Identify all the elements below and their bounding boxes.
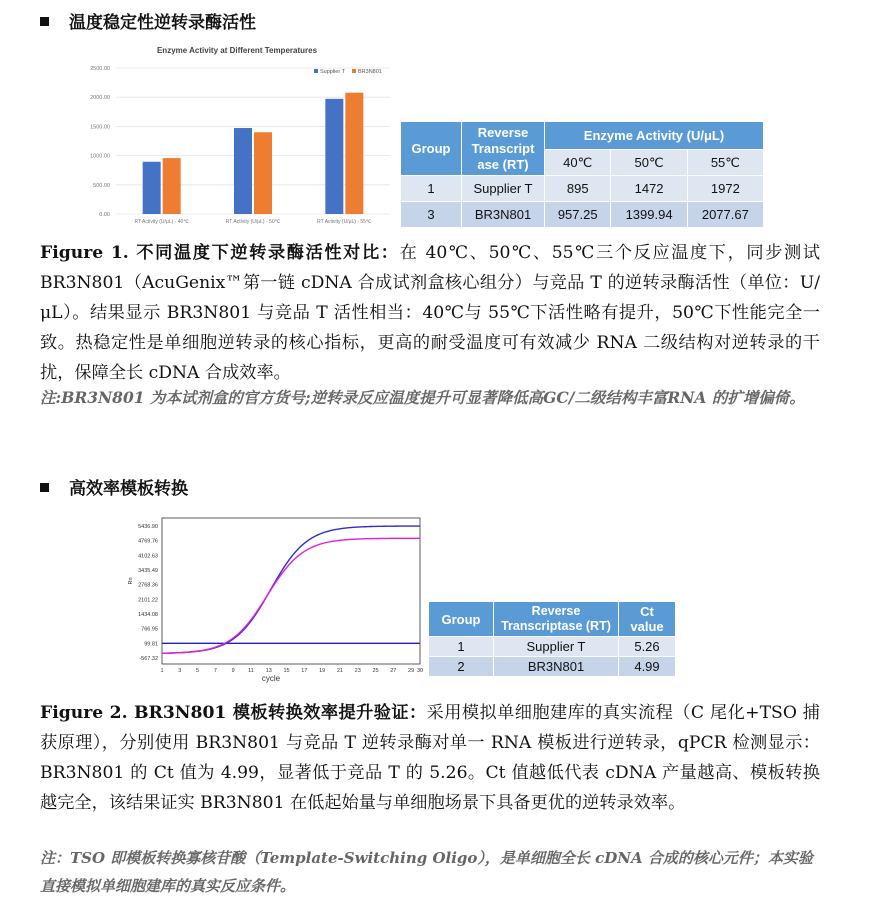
cell-50c: 1472 [611,176,687,202]
header-rt: Reverse Transcript ase (RT) [462,122,545,176]
bar [234,128,252,214]
figure1-text: 在 40℃、50℃、55℃三个反应温度下，同步测试 BR3N801（AcuGenix™第一链 cDNA 合成试剂盒核心组分）与竞品 T 的逆转录酶活性（单位：U/μL）。结果显示 BR3N801 与竞品 T 活性相当：40℃与 55℃下活性略有提升，50℃下性能完全一致。热稳定性是单细胞逆转录的核心指标，更高的耐受温度可有效减少 RNA 二级结构对逆转录的干扰，保障全长 cDNA 合成效率。 [40,243,820,383]
chart-title: Enzyme Activity at Different Temperatures [156,46,318,55]
x-tick-label: 11 [248,668,254,674]
legend-swatch [352,69,356,73]
y-tick-label: 766.95 [141,626,158,633]
y-tick-label: 1434.08 [138,612,158,619]
cell-40c: 895 [545,176,611,202]
x-tick-label: 9 [231,668,235,674]
y-tick-label: 2500.00 [90,66,110,72]
figure2-label: Figure 2. BR3N801 模板转换效率提升验证： [40,703,427,723]
figure1-label: Figure 1. 不同温度下逆转录酶活性对比： [40,243,400,263]
x-tick-label: 23 [354,668,361,674]
figure2-note: 注：TSO 即模板转换寡核苷酸（Template-Switching Oligo），是单细胞全长 cDNA 合成的核心元件；本实验直接模拟单细胞建库的真实反应条件。 [40,849,813,895]
x-tick-label: 13 [265,668,272,674]
table-row [429,657,676,677]
y-tick-label: 5436.90 [138,524,158,530]
y-tick-label: 99.81 [144,641,158,648]
y-tick-label: 4769.76 [138,538,158,545]
section-heading-1 [40,8,256,33]
bar [163,158,181,214]
x-tick-label: 19 [319,668,326,674]
x-tick-label: 5 [196,668,200,674]
enzyme-activity-table [400,121,764,228]
bar [143,162,161,214]
header-enzyme-activity: Enzyme Activity (U/μL) [545,122,764,150]
table-row [429,637,676,657]
legend-swatch [314,69,318,73]
x-tick-label: 7 [213,668,217,674]
ct-value-table [428,601,676,677]
legend-label: BR3N801 [358,69,382,75]
x-tick-label: RT Activity (U/μL) - 55℃ [317,219,372,225]
cell-rt: BR3N801 [462,202,545,228]
cell-rt: Supplier T [494,637,619,657]
figure2-text: 采用模拟单细胞建库的真实流程（C 尾化+TSO 捕获原理），分别使用 BR3N801 与竞品 T 逆转录酶对单一 RNA 模板进行逆转录，qPCR 检测显示：BR3N801 的 Ct 值为 4.99，显著低于竞品 T 的 5.26。Ct 值越低代表 cDNA 产量越高、模板转换越完全，该结果证实 BR3N801 在低起始量与单细胞场景下具备更优的逆转录效率。 [40,703,820,813]
header-50c: 50℃ [611,150,687,176]
cell-40c: 957.25 [545,202,611,228]
plot-frame [162,518,420,664]
bar-chart-svg [76,38,398,234]
y-tick-label: 2101.22 [138,597,158,604]
x-tick-label: 25 [372,668,379,674]
y-tick-label: 1500.00 [90,124,110,131]
amplification-curve [162,526,420,653]
cell-group: 1 [429,637,494,657]
header-55c: 55℃ [687,150,763,176]
bullet-square-icon [40,17,49,26]
y-tick-label: 2000.00 [90,95,110,102]
cell-rt: Supplier T [462,176,545,202]
cell-50c: 1399.94 [611,202,687,228]
header-ct: Ct value [619,602,676,637]
header-rt: Reverse Transcriptase (RT) [494,602,619,637]
cell-ct: 5.26 [619,637,676,657]
bar [254,132,272,214]
bar [345,93,363,214]
cell-rt: BR3N801 [494,657,619,677]
section-title: 温度稳定性逆转录酶活性 [69,13,256,33]
x-tick-label: RT Activity (U/μL) - 40℃ [134,219,189,225]
x-tick-label: RT Activity (U/μL) - 50℃ [225,219,281,225]
y-tick-label: 1000.00 [90,153,110,160]
bar [325,99,343,214]
cell-group: 1 [401,176,462,202]
y-tick-label: 3435.49 [138,568,158,575]
bar-chart [76,38,398,234]
legend-label: Supplier T [320,69,345,75]
section-title: 高效率模板转换 [69,479,188,499]
y-tick-label: -567.32 [139,656,158,662]
amplification-chart [120,512,426,690]
cell-ct: 4.99 [619,657,676,677]
header-40c: 40℃ [545,150,611,176]
x-tick-label: 29 [408,668,415,674]
y-tick-label: 0.00 [99,212,110,218]
cell-group: 3 [401,202,462,228]
y-tick-label: 500.00 [93,182,110,189]
section-heading-2 [40,474,188,499]
x-tick-label: 3 [178,668,182,674]
x-tick-label: 1 [160,668,164,674]
y-tick-label: 2768.36 [138,582,158,589]
y-axis-label: Rn [128,577,134,585]
cell-group: 2 [429,657,494,677]
x-axis-label: cycle [261,674,281,683]
x-tick-label: 15 [283,668,290,674]
cell-55c: 2077.67 [687,202,763,228]
figure1-note: 注:BR3N801 为本试剂盒的官方货号;逆转录反应温度提升可显著降低高GC/二级结构丰富RNA 的扩增偏倚。 [40,388,805,407]
table-row [401,202,764,228]
x-tick-label: 21 [336,668,343,674]
table-row [401,176,764,202]
figure2-caption [40,698,820,818]
header-group: Group [401,122,462,176]
x-tick-label: 27 [390,668,397,674]
header-group: Group [429,602,494,637]
x-tick-label: 30 [416,668,424,674]
y-tick-label: 4102.63 [138,553,158,560]
amplification-chart-svg [120,512,426,690]
x-tick-label: 17 [301,668,308,674]
figure1-caption [40,238,820,388]
bullet-square-icon [40,483,49,492]
amplification-curve [162,538,420,653]
cell-55c: 1972 [687,176,763,202]
